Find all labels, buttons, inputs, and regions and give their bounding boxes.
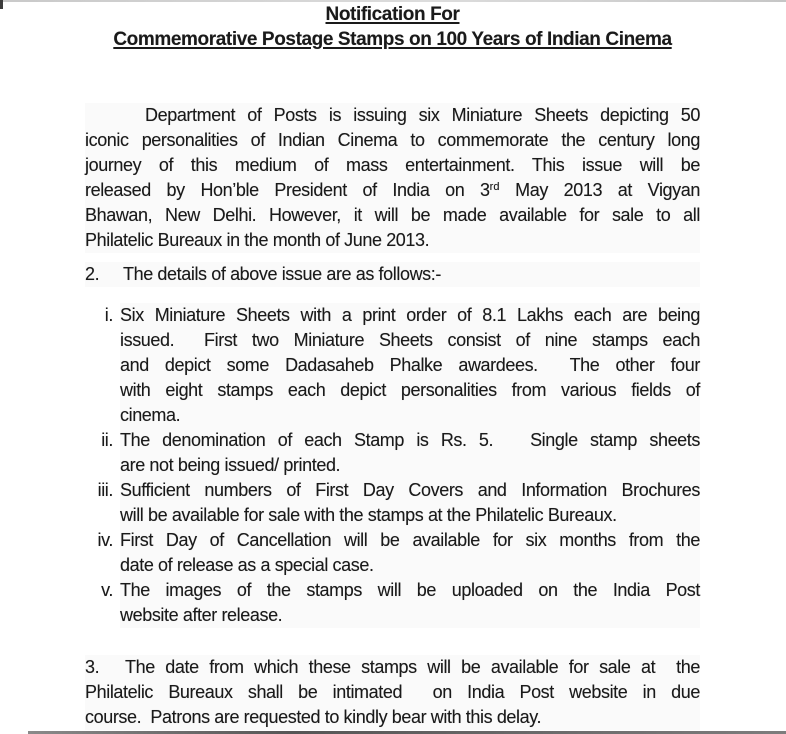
list-marker: v. xyxy=(101,580,113,600)
details-list xyxy=(97,303,700,628)
text-line: will be available for sale with the stamps at the Philatelic Bureaux. xyxy=(120,503,700,528)
text-line: Sufficient numbers of First Day Covers and Information Brochures xyxy=(120,478,700,503)
text-line: journey of this medium of mass entertainment. This issue will be xyxy=(85,153,700,178)
list-item-iii xyxy=(97,478,700,528)
text-line: The denomination of each Stamp is Rs. 5. Single stamp sheets xyxy=(120,428,700,453)
text-line: course. Patrons are requested to kindly bear with this delay. xyxy=(85,705,700,730)
title-line-1: Notification For xyxy=(325,4,460,25)
paragraph-2 xyxy=(85,262,700,287)
text-line: Philatelic Bureaux in the month of June 2013. xyxy=(85,228,700,253)
text-line: The images of the stamps will be uploaded on the India Post xyxy=(120,578,700,603)
text-line: Department of Posts is issuing six Miniature Sheets depicting 50 xyxy=(85,103,700,128)
text-line: website after release. xyxy=(120,603,700,628)
paragraph-introduction xyxy=(85,103,700,253)
list-marker: i. xyxy=(104,305,113,325)
text-line: Six Miniature Sheets with a print order of 8.1 Lakhs each are being xyxy=(120,303,700,328)
scan-artifact-top-line xyxy=(0,0,786,2)
list-item-ii xyxy=(101,428,700,478)
paragraph-number: 2. xyxy=(85,264,100,284)
text-line: date of release as a special case. xyxy=(120,553,700,578)
paragraph-number: 3. xyxy=(85,657,100,677)
text-line: First Day of Cancellation will be available for six months from the xyxy=(120,528,700,553)
text-line: cinema. xyxy=(120,403,700,428)
text-line: with eight stamps each depict personalities from various fields of xyxy=(120,378,700,403)
text-line-with-superscript xyxy=(85,178,700,203)
title-line-2: Commemorative Postage Stamps on 100 Years of Indian Cinema xyxy=(113,29,672,50)
text-line: The details of above issue are as follows:- xyxy=(85,262,700,287)
text-line: issued. First two Miniature Sheets consist of nine stamps each xyxy=(120,328,700,353)
list-marker: iv. xyxy=(97,530,113,550)
list-item-i xyxy=(104,303,700,428)
text-line: Philatelic Bureaux shall be intimated on India Post website in due xyxy=(85,680,700,705)
document-title xyxy=(85,2,700,52)
list-item-v xyxy=(101,578,700,628)
scan-artifact-corner-mark xyxy=(0,0,3,9)
ordinal-superscript: rd xyxy=(489,181,500,193)
paragraph-3 xyxy=(85,655,700,730)
text-line: and depict some Dadasaheb Phalke awardees. The other four xyxy=(120,353,700,378)
list-marker: ii. xyxy=(101,430,113,450)
text-segment: released by Hon’ble President of India on 3 xyxy=(85,180,490,200)
text-line: The date from which these stamps will be available for sale at the xyxy=(85,655,700,680)
text-line: Bhawan, New Delhi. However, it will be made available for sale to all xyxy=(85,203,700,228)
text-line: are not being issued/ printed. xyxy=(120,453,700,478)
list-item-iv xyxy=(97,528,700,578)
text-segment: May 2013 at Vigyan xyxy=(499,180,700,200)
text-line: iconic personalities of Indian Cinema to commemorate the century long xyxy=(85,128,700,153)
list-marker: iii. xyxy=(97,480,113,500)
